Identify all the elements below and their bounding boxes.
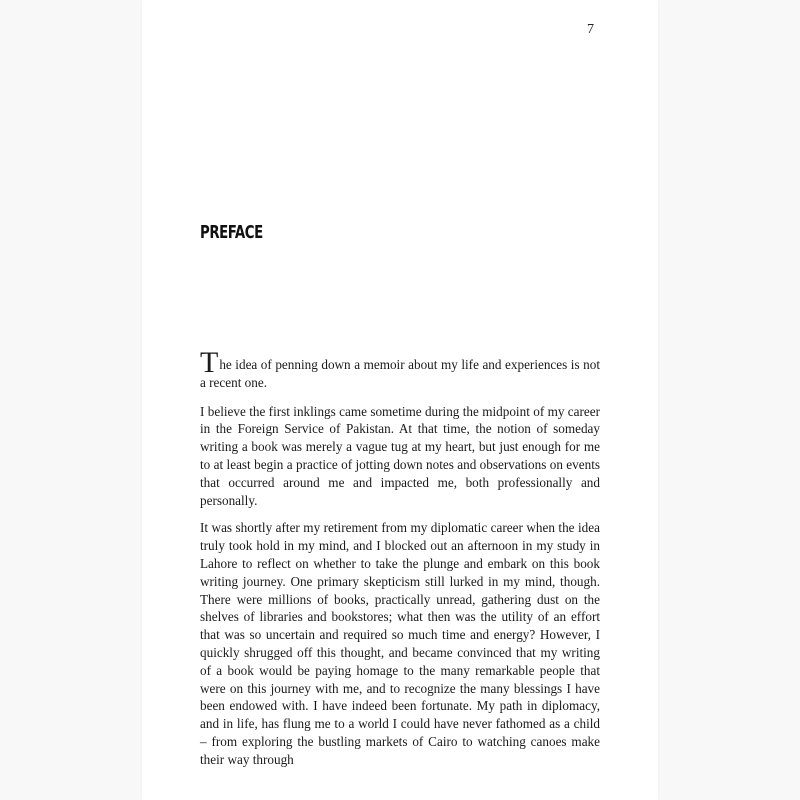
paragraph-1 [200,346,600,392]
page-number: 7 [587,22,594,37]
drop-cap: T [200,346,219,379]
body-text [200,346,600,779]
paragraph-2: I believe the first inklings came sometime during the midpoint of my career in the Foreign Service of Pakistan. At that time, the notion of someday writing a book was merely a vague tug at my heart, but just enough for me to at least begin a practice of jotting down notes and observations on events that occurred around me and impacted me, both professionally and personally. [200,403,600,508]
paragraph-1-text: he idea of penning down a memoir about my life and experiences is not a recent one. [200,357,600,390]
chapter-title: PREFACE [200,222,263,243]
paragraph-3: It was shortly after my retirement from my diplomatic career when the idea truly took hold in my mind, and I blocked out an afternoon in my study in Lahore to reflect on whether to take the plunge and embark on this book writing journey. One primary skepticism still lurked in my mind, though. There were millions of books, practically unread, gathering dust on the shelves of libraries and bookstores; what then was the utility of an effort that was so uncertain and required so much time and energy? However, I quickly shrugged off this thought, and became convinced that my writing of a book would be paying homage to the many remarkable people that were on this journey with me, and to recognize the many blessings I have been endowed with. I have indeed been fortunate. My path in diplomacy, and in life, has flung me to a world I could have never fathomed as a child – from exploring the bustling markets of Cairo to watching canoes make their way through [200,520,600,767]
